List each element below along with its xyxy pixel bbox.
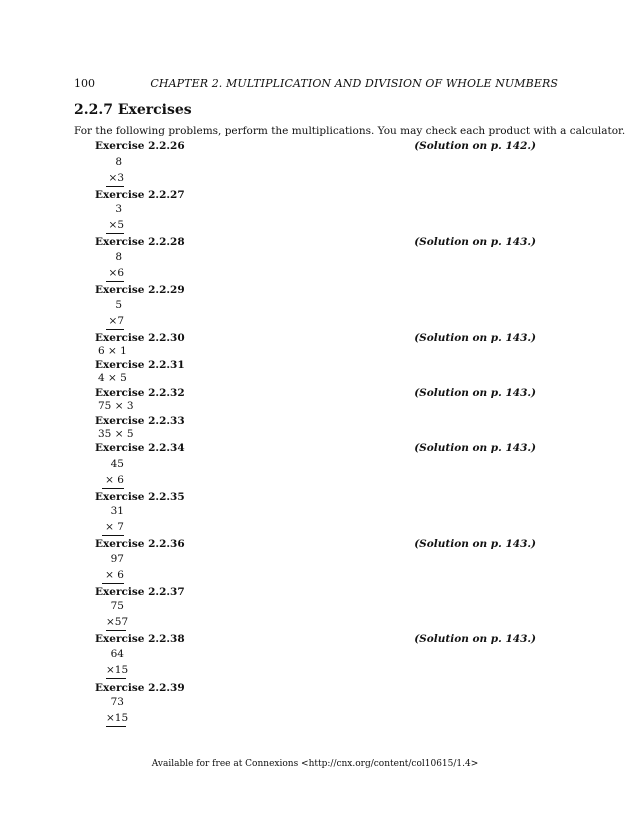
solution-link[interactable]: (Solution on p. 143.) [414,236,536,248]
multiplicand: 31 [110,505,124,517]
exercise-title: Exercise 2.2.39 [95,682,185,694]
multiplicand: 75 [110,600,124,612]
multiplicand: 3 [115,203,122,215]
exercise-title: Exercise 2.2.38 [95,633,185,645]
multiplier: × 6 [102,569,124,584]
multiplicand: 73 [110,696,124,708]
exercise-title: Exercise 2.2.29 [95,284,185,296]
multiplier: ×15 [106,712,126,727]
section-intro: For the following problems, perform the multiplications. You may check each product with a calculator. [74,125,626,137]
exercise-expression: 75 × 3 [98,400,134,412]
exercise-title: Exercise 2.2.30 [95,332,185,344]
multiplier: × 7 [102,521,124,536]
exercise-title: Exercise 2.2.32 [95,387,185,399]
multiplier: ×6 [106,267,124,282]
page-header [74,76,558,92]
exercise-title: Exercise 2.2.27 [95,189,185,201]
solution-link[interactable]: (Solution on p. 143.) [414,442,536,454]
multiplicand: 97 [110,553,124,565]
multiplier: ×5 [106,219,124,234]
exercise-title: Exercise 2.2.26 [95,140,185,152]
multiplier: ×7 [106,315,124,330]
multiplicand: 45 [110,458,124,470]
solution-link[interactable]: (Solution on p. 142.) [414,140,536,152]
exercise-title: Exercise 2.2.34 [95,442,185,454]
multiplier: ×15 [106,664,126,679]
exercise-title: Exercise 2.2.35 [95,491,185,503]
section-title: 2.2.7 Exercises [74,102,192,118]
solution-link[interactable]: (Solution on p. 143.) [414,332,536,344]
exercise-expression: 6 × 1 [98,345,127,357]
exercise-title: Exercise 2.2.33 [95,415,185,427]
exercise-title: Exercise 2.2.36 [95,538,185,550]
multiplicand: 64 [110,648,124,660]
exercise-title: Exercise 2.2.37 [95,586,185,598]
solution-link[interactable]: (Solution on p. 143.) [414,538,536,550]
multiplier: × 6 [102,474,124,489]
exercise-expression: 4 × 5 [98,372,127,384]
page-footer: Available for free at Connexions <http://cnx.org/content/col10615/1.4> [151,759,479,769]
multiplicand: 8 [115,156,122,168]
exercise-expression: 35 × 5 [98,428,134,440]
multiplier: ×3 [106,172,124,187]
exercise-title: Exercise 2.2.28 [95,236,185,248]
exercise-title: Exercise 2.2.31 [95,359,185,371]
solution-link[interactable]: (Solution on p. 143.) [414,387,536,399]
chapter-title: CHAPTER 2. MULTIPLICATION AND DIVISION OF WHOLE NUMBERS [150,77,558,90]
multiplier: ×57 [106,616,126,631]
solution-link[interactable]: (Solution on p. 143.) [414,633,536,645]
multiplicand: 5 [115,299,122,311]
page-number: 100 [74,77,95,90]
multiplicand: 8 [115,251,122,263]
